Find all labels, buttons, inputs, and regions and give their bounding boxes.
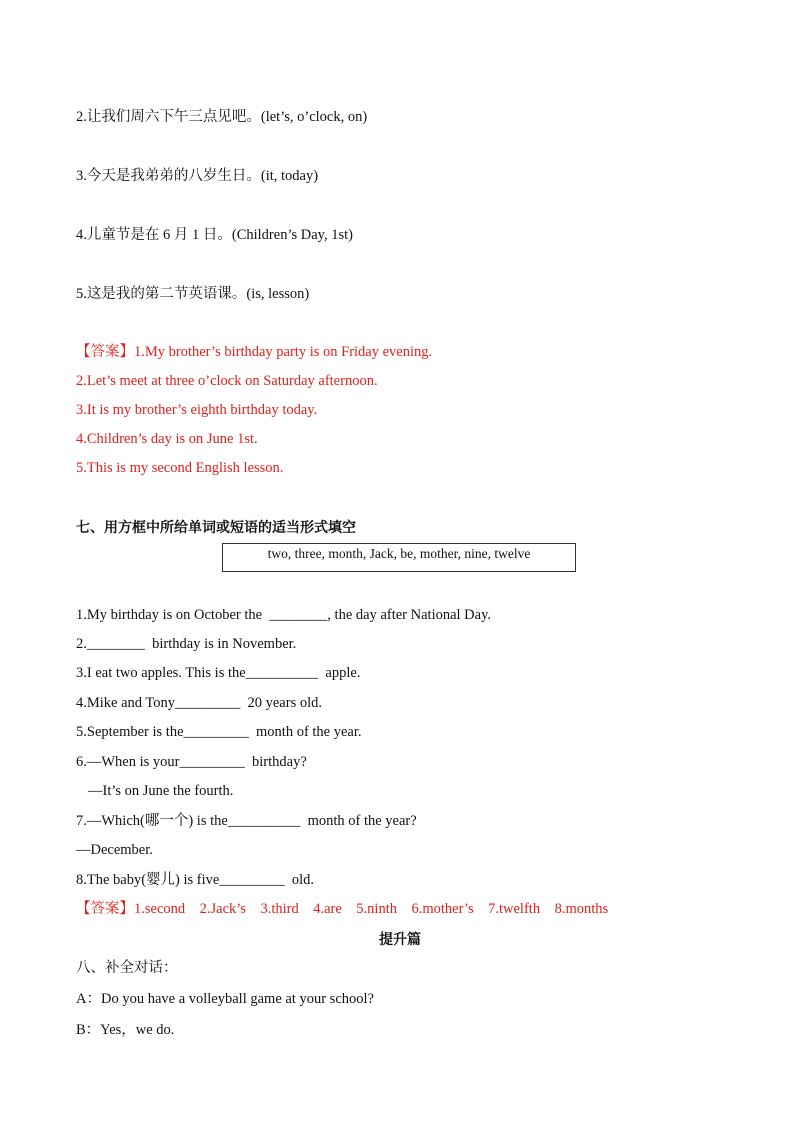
translation-item: 3.今天是我弟弟的八岁生日。(it, today) — [76, 168, 319, 184]
advanced-heading: 提升篇 — [379, 931, 421, 947]
section-7-title: 七、用方框中所给单词或短语的适当形式填空 — [76, 519, 356, 535]
fill-item: —It’s on June the fourth. — [88, 783, 234, 799]
word-box: two, three, month, Jack, be, mother, nine, twelve — [222, 543, 576, 572]
fill-item: 7.—Which(哪一个) is the__________ month of the year? — [76, 813, 417, 829]
fill-item: 3.I eat two apples. This is the__________ apple. — [76, 665, 361, 681]
fill-item: 6.—When is your_________ birthday? — [76, 754, 307, 770]
translation-item: 4.儿童节是在 6 月 1 日。(Children’s Day, 1st) — [76, 227, 353, 243]
fill-item: 8.The baby(婴儿) is five_________ old. — [76, 872, 315, 888]
section-8-title: 八、补全对话： — [76, 960, 178, 976]
answer-line: 2.Let’s meet at three o’clock on Saturday afternoon. — [76, 373, 378, 389]
fill-item: 2.________ birthday is in November. — [76, 636, 297, 652]
fill-item: 4.Mike and Tony_________ 20 years old. — [76, 695, 322, 711]
dialogue-line: A：Do you have a volleyball game at your school? — [76, 991, 374, 1007]
fill-item: —December. — [76, 842, 153, 858]
translation-item: 5.这是我的第二节英语课。(is, lesson) — [76, 286, 310, 302]
fill-item: 5.September is the_________ month of the year. — [76, 724, 362, 740]
translation-item: 2.让我们周六下午三点见吧。(let’s, o’clock, on) — [76, 109, 368, 125]
answer-line: 【答案】1.My brother’s birthday party is on Friday evening. — [76, 344, 433, 360]
dialogue-line: B：Yes，we do. — [76, 1022, 175, 1038]
answer-line: 5.This is my second English lesson. — [76, 460, 284, 476]
answer-line: 3.It is my brother’s eighth birthday today. — [76, 402, 318, 418]
section-7-answer: 【答案】1.second 2.Jack’s 3.third 4.are 5.ninth 6.mother’s 7.twelfth 8.months — [76, 901, 609, 917]
answer-line: 4.Children’s day is on June 1st. — [76, 431, 258, 447]
fill-item: 1.My birthday is on October the ________, the day after National Day. — [76, 607, 492, 623]
